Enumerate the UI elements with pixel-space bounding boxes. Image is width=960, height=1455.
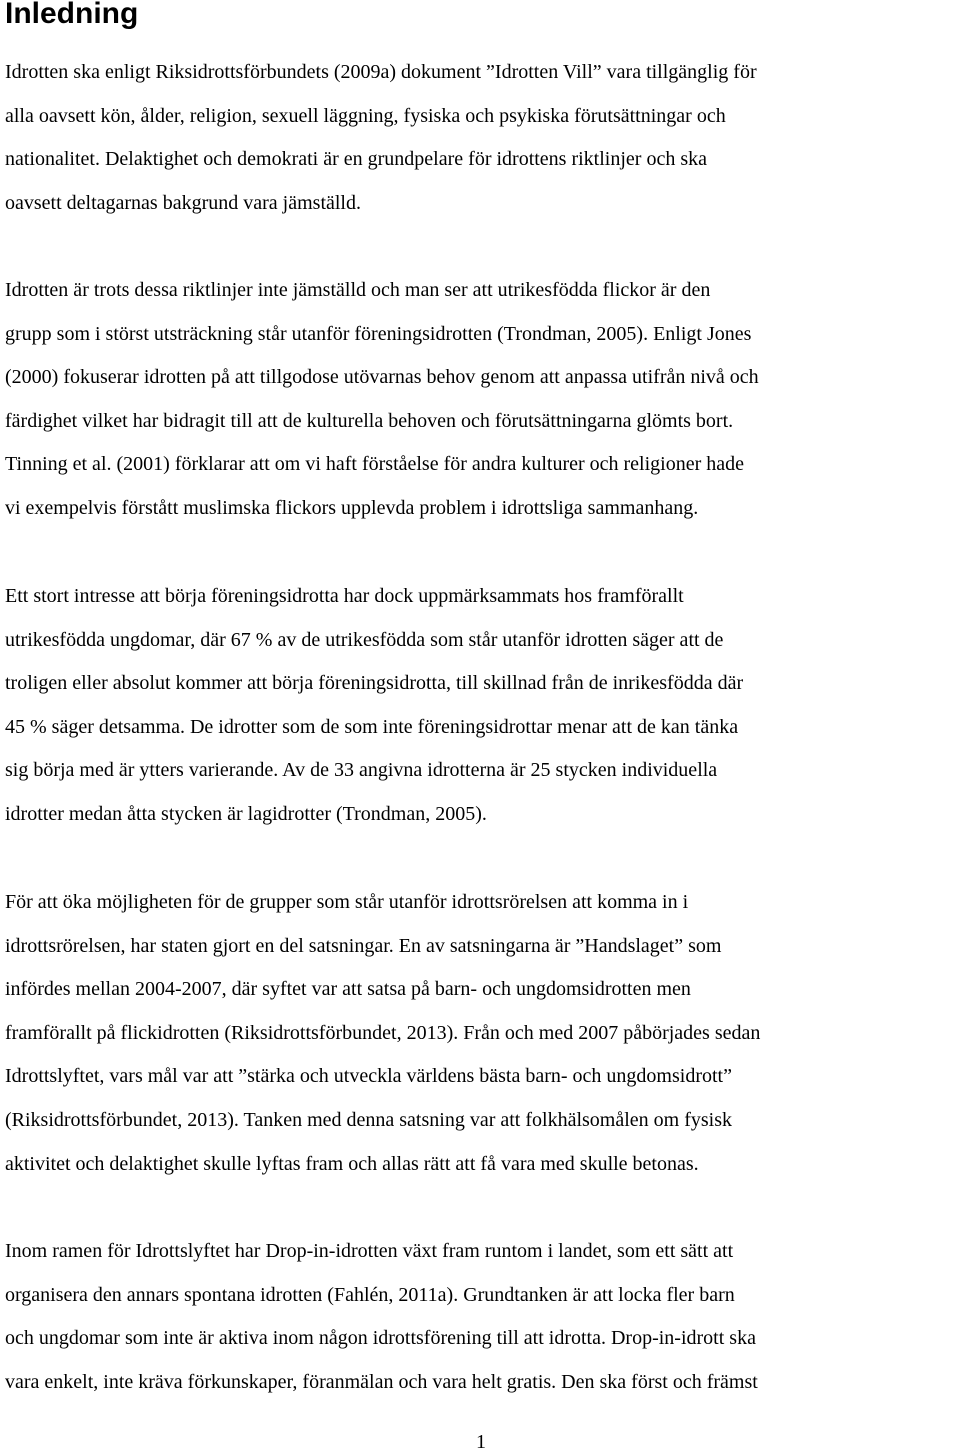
paragraph-line: Tinning et al. (2001) förklarar att om vi haft förståelse för andra kulturer och religioner hade xyxy=(5,453,745,476)
paragraph-line: aktivitet och delaktighet skulle lyftas fram och allas rätt att få vara med skulle betonas. xyxy=(5,1152,699,1175)
paragraph-line: idrotter medan åtta stycken är lagidrotter (Trondman, 2005). xyxy=(5,802,487,825)
paragraph-1 xyxy=(5,51,757,225)
paragraph-line: idrottsrörelsen, har staten gjort en del satsningar. En av satsningarna är ”Handslaget” som xyxy=(5,934,722,957)
paragraph-line: Idrottslyftet, vars mål var att ”stärka och utveckla världens bästa barn- och ungdomsidrott” xyxy=(5,1065,732,1088)
section-heading: Inledning xyxy=(5,0,139,30)
paragraph-line: (2000) fokuserar idrotten på att tillgodose utövarnas behov genom att anpassa utifrån nivå och xyxy=(5,366,759,389)
paragraph-line: vi exempelvis förstått muslimska flickors upplevda problem i idrottsliga sammanhang. xyxy=(5,496,699,519)
paragraph-3 xyxy=(5,575,743,837)
paragraph-line: vara enkelt, inte kräva förkunskaper, föranmälan och vara helt gratis. Den ska först och främst xyxy=(5,1370,758,1393)
paragraph-5 xyxy=(5,1230,758,1404)
paragraph-line: nationalitet. Delaktighet och demokrati är en grundpelare för idrottens riktlinjer och ska xyxy=(5,148,707,171)
paragraph-line: (Riksidrottsförbundet, 2013). Tanken med denna satsning var att folkhälsomålen om fysisk xyxy=(5,1108,732,1131)
paragraph-line: oavsett deltagarnas bakgrund vara jämställd. xyxy=(5,191,361,214)
paragraph-line: troligen eller absolut kommer att börja föreningsidrotta, till skillnad från de inrikesfödda där xyxy=(5,672,744,695)
paragraph-4 xyxy=(5,881,760,1186)
paragraph-line: Ett stort intresse att börja föreningsidrotta har dock uppmärksammats hos framförallt xyxy=(5,585,684,607)
paragraph-line: För att öka möjligheten för de grupper som står utanför idrottsrörelsen att komma in i xyxy=(5,891,689,913)
paragraph-line: grupp som i störst utsträckning står utanför föreningsidrotten (Trondman, 2005). Enligt Jones xyxy=(5,322,752,345)
paragraph-line: färdighet vilket har bidragit till att de kulturella behoven och förutsättningarna glömts bort. xyxy=(5,409,734,432)
paragraph-line: alla oavsett kön, ålder, religion, sexuell läggning, fysiska och psykiska förutsättningar och xyxy=(5,104,726,127)
paragraph-line: Idrotten ska enligt Riksidrottsförbundets (2009a) dokument ”Idrotten Vill” vara tillgänglig för xyxy=(5,61,757,83)
page-number: 1 xyxy=(476,1431,486,1453)
paragraph-line: Inom ramen för Idrottslyftet har Drop-in-idrotten växt fram runtom i landet, som ett sätt att xyxy=(5,1240,734,1262)
paragraph-line: utrikesfödda ungdomar, där 67 % av de utrikesfödda som står utanför idrotten säger att de xyxy=(5,628,724,651)
paragraph-line: Idrotten är trots dessa riktlinjer inte jämställd och man ser att utrikesfödda flickor är den xyxy=(5,279,711,301)
paragraph-line: organisera den annars spontana idrotten (Fahlén, 2011a). Grundtanken är att locka fler barn xyxy=(5,1283,735,1306)
paragraph-2 xyxy=(5,269,759,531)
paragraph-line: 45 % säger detsamma. De idrotter som de som inte föreningsidrottar menar att de kan tänka xyxy=(5,715,739,738)
paragraph-line: och ungdomar som inte är aktiva inom någon idrottsförening till att idrotta. Drop-in-idrott ska xyxy=(5,1327,756,1350)
paragraph-line: sig börja med är ytters varierande. Av de 33 angivna idrotterna är 25 stycken individuella xyxy=(5,759,718,782)
paragraph-line: framförallt på flickidrotten (Riksidrottsförbundet, 2013). Från och med 2007 påbörjades sedan xyxy=(5,1021,761,1044)
paragraph-line: infördes mellan 2004-2007, där syftet var att satsa på barn- och ungdomsidrotten men xyxy=(5,978,691,1001)
